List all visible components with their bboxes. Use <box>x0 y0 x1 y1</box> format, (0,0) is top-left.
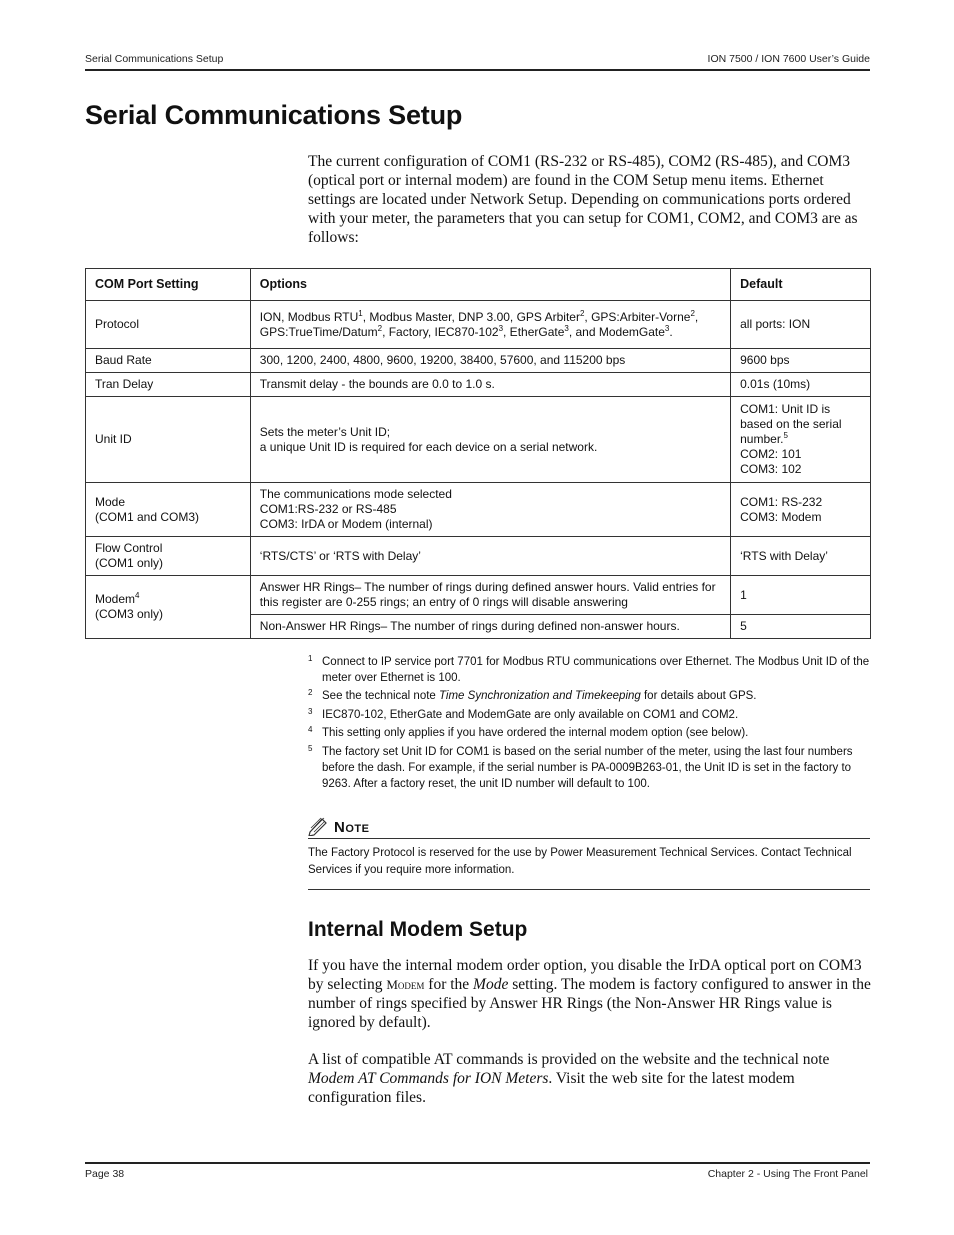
footnote-4: 4 This setting only applies if you have ordered the internal modem option (see below). <box>308 725 749 739</box>
modem-paragraph-1: If you have the internal modem order option, you disable the IrDA optical port on COM3 by selecting Modem for the Mode setting. The modem is factory configured to answer in the number of rings specified by Answer HR Rings (the Non-Answer HR Rings value is ignored by default). <box>308 957 871 1031</box>
note-bottom-rule <box>308 889 870 890</box>
running-footer-chapter: Chapter 2 - Using The Front Panel <box>707 1168 868 1180</box>
default-cell: all ports: ION <box>731 301 871 349</box>
column-header-options: Options <box>250 269 730 301</box>
options-cell: 300, 1200, 2400, 4800, 9600, 19200, 38400, 57600, and 115200 bps <box>250 349 730 373</box>
section-heading-internal-modem: Internal Modem Setup <box>308 918 528 941</box>
table-header-row <box>86 269 871 301</box>
default-cell: 9600 bps <box>731 349 871 373</box>
note-box <box>308 814 870 890</box>
column-header-default: Default <box>731 269 871 301</box>
setting-cell: Tran Delay <box>86 373 251 397</box>
table-row-flow-control <box>86 537 871 576</box>
default-cell: 1 <box>731 576 871 615</box>
page-title: Serial Communications Setup <box>85 100 463 130</box>
setting-cell: Baud Rate <box>86 349 251 373</box>
setting-cell: Mode (COM1 and COM3) <box>86 483 251 537</box>
pencil-note-icon <box>308 816 330 836</box>
default-cell: 5 <box>731 615 871 639</box>
options-cell: The communications mode selected COM1:RS-232 or RS-485 COM3: IrDA or Modem (internal) <box>250 483 730 537</box>
setting-cell: Modem$^4$ (COM3 only) <box>86 576 251 639</box>
default-cell: ‘RTS with Delay’ <box>731 537 871 576</box>
footnote-5: 5 The factory set Unit ID for COM1 is based on the serial number of the meter, using the last four numbers before the dash. For example, if the serial number is PA-0009B263-01, the Unit ID is set in the factory to 9263. After a factory reset, the unit ID number will default to 100. <box>308 744 853 790</box>
footnote-2: 2 See the technical note Time Synchronization and Timekeeping for details about GPS. <box>308 688 757 702</box>
table-row-mode <box>86 483 871 537</box>
column-header-setting: COM Port Setting <box>86 269 251 301</box>
setting-cell: Flow Control (COM1 only) <box>86 537 251 576</box>
options-cell: Transmit delay - the bounds are 0.0 to 1.0 s. <box>250 373 730 397</box>
setting-cell: Protocol <box>86 301 251 349</box>
table-row-modem-answer <box>86 576 871 615</box>
setting-cell: Unit ID <box>86 397 251 483</box>
default-cell: 0.01s (10ms) <box>731 373 871 397</box>
intro-paragraph: The current configuration of COM1 (RS-232 or RS-485), COM2 (RS-485), and COM3 (optical port or internal modem) are found in the COM Setup menu items. Ethernet settings are located under Network Setup. Depending on communications ports ordered with your meter, the parameters that you can setup for COM1, COM2, and COM3 are as follows: <box>308 153 858 246</box>
modem-paragraph-2: A list of compatible AT commands is provided on the website and the technical note Modem AT Commands for ION Meters. Visit the web site for the latest modem configuration files. <box>308 1051 830 1106</box>
options-cell: Non-Answer HR Rings– The number of rings during defined non-answer hours. <box>250 615 730 639</box>
table-row-protocol <box>86 301 871 349</box>
options-cell: Answer HR Rings– The number of rings during defined answer hours. Valid entries for this register are 0-255 rings; an entry of 0 rings will disable answering <box>250 576 730 615</box>
running-header-document: ION 7500 / ION 7600 User’s Guide <box>707 53 870 65</box>
options-cell: ‘RTS/CTS’ or ‘RTS with Delay’ <box>250 537 730 576</box>
footnote-3: 3 IEC870-102, EtherGate and ModemGate are only available on COM1 and COM2. <box>308 707 739 721</box>
note-heading: NOTE <box>308 814 870 836</box>
options-cell: ION, Modbus RTU$^1$, Modbus Master, DNP 3.00, GPS Arbiter$^2$, GPS:Arbiter-Vorne$^2$, GPS:TrueTime/Datum$^2$, Factory, $IEC870-102^3$, EtherGate$^3$, and ModemGate$^3$. <box>250 301 730 349</box>
table-row-unit-id <box>86 397 871 483</box>
table-row-baud-rate <box>86 349 871 373</box>
default-cell: COM1: RS-232 COM3: Modem <box>731 483 871 537</box>
running-header-section: Serial Communications Setup <box>85 53 224 65</box>
footnote-1: 1 Connect to IP service port 7701 for Modbus RTU communications over Ethernet. The Modbus Unit ID of the meter over Ethernet is 100. <box>308 654 870 684</box>
table-row-tran-delay <box>86 373 871 397</box>
header-rule <box>85 69 870 71</box>
default-cell: COM1: Unit ID is based on the serial number.$^5$ COM2: 101 COM3: 102 <box>731 397 871 483</box>
com-settings-table <box>85 268 871 639</box>
note-top-rule <box>308 838 870 839</box>
footer-rule <box>85 1162 870 1164</box>
options-cell: Sets the meter’s Unit ID; a unique Unit ID is required for each device on a serial network. <box>250 397 730 483</box>
note-text: The Factory Protocol is reserved for the use by Power Measurement Technical Services. Contact Technical Services if you require more information. <box>308 847 852 876</box>
page-number: Page 38 <box>85 1168 125 1180</box>
